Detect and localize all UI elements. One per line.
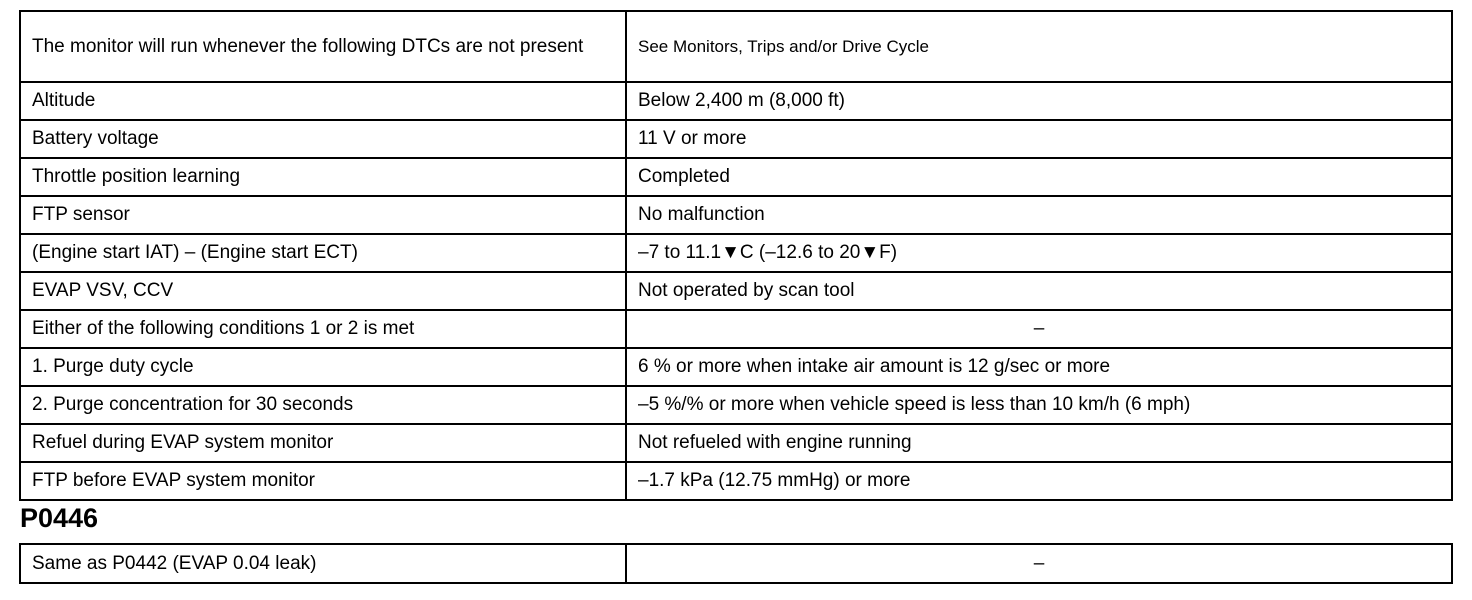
table-row xyxy=(20,348,1452,386)
table-row xyxy=(20,158,1452,196)
value-cell: –1.7 kPa (12.75 mmHg) or more xyxy=(626,462,1452,500)
section-heading: P0446 xyxy=(20,503,99,533)
value-cell: See Monitors, Trips and/or Drive Cycle xyxy=(626,11,1452,82)
value-cell: 11 V or more xyxy=(626,120,1452,158)
value-cell: –7 to 11.1▼C (–12.6 to 20▼F) xyxy=(626,234,1452,272)
value-cell: – xyxy=(626,310,1452,348)
table-row xyxy=(20,424,1452,462)
p0446-conditions-table xyxy=(19,543,1453,584)
table-row xyxy=(20,310,1452,348)
value-cell: –5 %/% or more when vehicle speed is less than 10 km/h (6 mph) xyxy=(626,386,1452,424)
table-row xyxy=(20,544,1452,583)
table-row xyxy=(20,196,1452,234)
table-row xyxy=(20,120,1452,158)
value-cell: No malfunction xyxy=(626,196,1452,234)
value-cell: Not operated by scan tool xyxy=(626,272,1452,310)
table-row xyxy=(20,272,1452,310)
condition-cell: FTP sensor xyxy=(20,196,626,234)
condition-cell: (Engine start IAT) – (Engine start ECT) xyxy=(20,234,626,272)
table-row xyxy=(20,462,1452,500)
condition-cell: 2. Purge concentration for 30 seconds xyxy=(20,386,626,424)
value-cell: Not refueled with engine running xyxy=(626,424,1452,462)
condition-cell: EVAP VSV, CCV xyxy=(20,272,626,310)
table-row xyxy=(20,11,1452,82)
value-cell: – xyxy=(626,544,1452,583)
table-row xyxy=(20,82,1452,120)
monitor-conditions-table xyxy=(19,10,1453,501)
condition-cell: Same as P0442 (EVAP 0.04 leak) xyxy=(20,544,626,583)
value-cell: Completed xyxy=(626,158,1452,196)
condition-cell: Battery voltage xyxy=(20,120,626,158)
condition-cell: Refuel during EVAP system monitor xyxy=(20,424,626,462)
condition-cell: Throttle position learning xyxy=(20,158,626,196)
condition-cell: 1. Purge duty cycle xyxy=(20,348,626,386)
condition-cell: Altitude xyxy=(20,82,626,120)
table-row xyxy=(20,234,1452,272)
value-cell: 6 % or more when intake air amount is 12 g/sec or more xyxy=(626,348,1452,386)
condition-cell: The monitor will run whenever the following DTCs are not present xyxy=(20,11,626,82)
value-cell: Below 2,400 m (8,000 ft) xyxy=(626,82,1452,120)
table-row xyxy=(20,386,1452,424)
condition-cell: FTP before EVAP system monitor xyxy=(20,462,626,500)
condition-cell: Either of the following conditions 1 or 2 is met xyxy=(20,310,626,348)
